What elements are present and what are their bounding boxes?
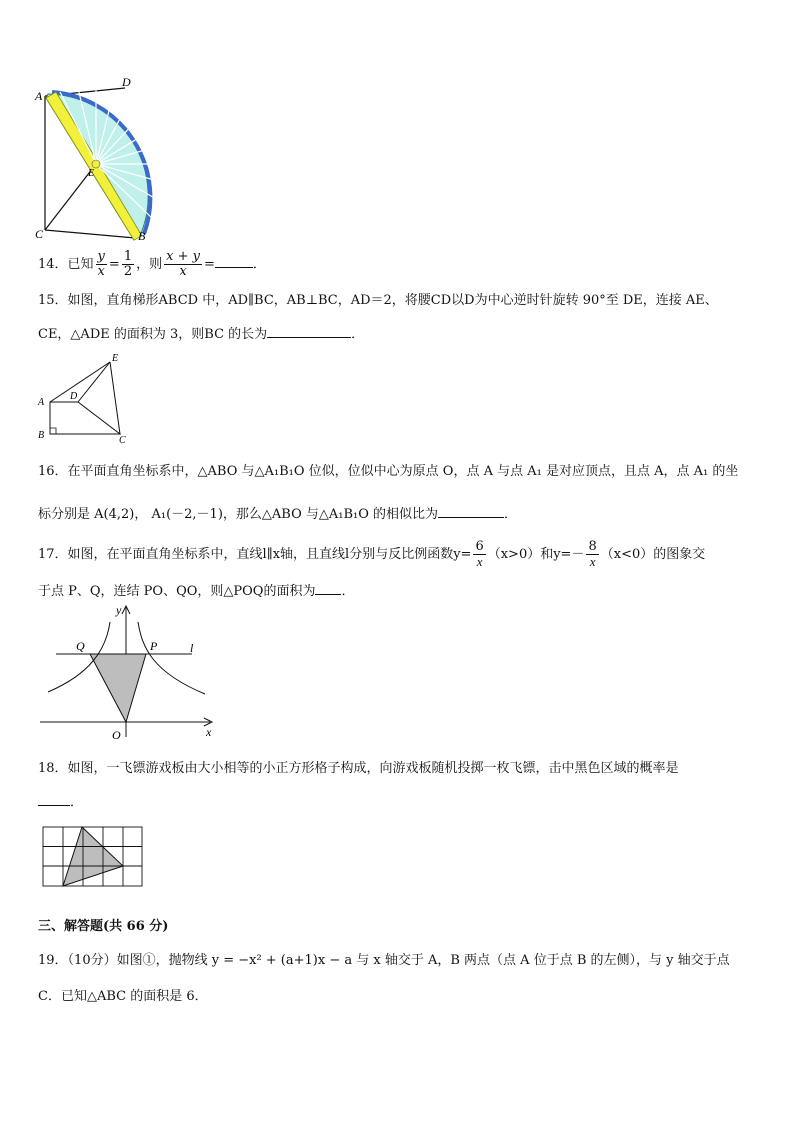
question-19-line2: C．已知△ABC 的面积是 6． [38, 989, 208, 1004]
question-17-line1: 17．如图，在平面直角坐标系中，直线l∥x轴，且直线l分别与反比例函数y= $\frac{6}{x}$ （x>0）和y=－ $\frac{8}{x}$ （x<0）的图象交 [38, 539, 706, 569]
label-D: D [70, 391, 78, 402]
label-O: O [112, 728, 121, 742]
label-A: A [35, 89, 43, 103]
label-B: B [138, 229, 146, 243]
label-E: E [112, 353, 119, 364]
answer-blank-15 [267, 325, 351, 338]
question-16-line2: 标分别是 A(4,2)， A₁(－2,－1)，那么△ABO 与△A₁B₁O 的相似比为 ． [38, 507, 518, 522]
label-E: E [88, 168, 95, 179]
question-15-line2: CE，△ADE 的面积为 3，则BC 的长为 ． [38, 327, 365, 342]
trapezoid-figure [30, 352, 140, 447]
axis-x-label: x [206, 725, 212, 739]
question-17-line2: 于点 P、Q，连结 PO、QO，则△POQ的面积为 ． [38, 584, 355, 599]
answer-blank-14 [215, 255, 253, 268]
question-19-line1: 19．（10分）如图①，抛物线 y = −x² + (a+1)x − a 与 x 轴交于 A，B 两点（点 A 位于点 B 的左侧），与 y 轴交于点 [38, 953, 730, 968]
label-l: l [190, 641, 194, 655]
question-18-line1: 18．如图，一飞镖游戏板由大小相等的小正方形格子构成，向游戏板随机投掷一枚飞镖，击中黑色区域的概率是 [38, 761, 679, 776]
label-B: B [38, 430, 45, 441]
label-P: P [150, 639, 158, 653]
axis-y-label: y [116, 603, 122, 617]
hyperbola-figure [30, 602, 220, 742]
protractor-figure [30, 78, 190, 243]
label-C: C [35, 227, 44, 241]
answer-blank-16 [438, 505, 504, 518]
answer-blank-18 [38, 793, 70, 806]
section-title: 三、解答题(共 66 分) [38, 919, 169, 934]
question-18-line2: ． [38, 793, 83, 812]
label-C: C [119, 435, 126, 446]
grid-figure [42, 826, 144, 888]
label-Q: Q [76, 639, 85, 653]
question-16-line1: 16．在平面直角坐标系中，△ABO 与△A₁B₁O 位似，位似中心为原点 O，点 A 与点 A₁ 是对应顶点，且点 A，点 A₁ 的坐 [38, 464, 739, 479]
label-A: A [38, 397, 45, 408]
answer-blank-17 [315, 582, 341, 595]
question-14: 14．已知 $\frac{y}{x}$ = $\frac{1}{2}$ ，则 $\frac{x + y}{x}$ = ． [38, 249, 266, 279]
label-D: D [122, 78, 131, 89]
question-15-line1: 15．如图，直角梯形ABCD 中，AD∥BC，AB⊥BC，AD＝2，将腰CD以D为中心逆时针旋转 90°至 DE，连接 AE、 [38, 293, 718, 308]
